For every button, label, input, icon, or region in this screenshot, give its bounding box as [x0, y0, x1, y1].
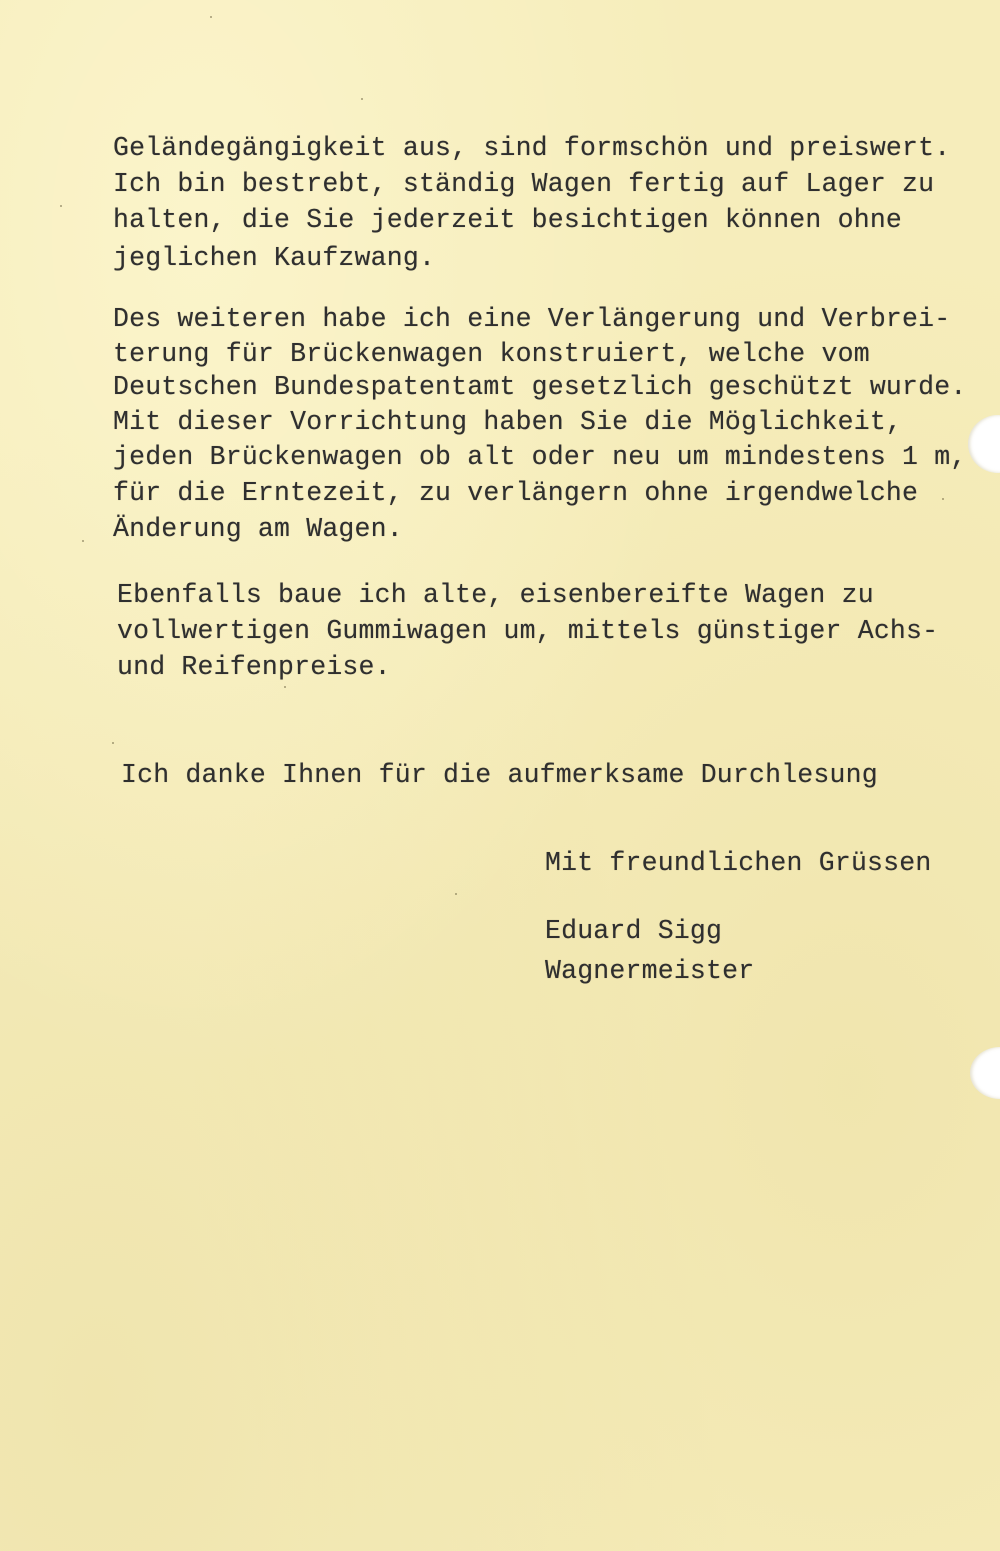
text-line: terung für Brückenwagen konstruiert, welche vom: [113, 339, 870, 369]
text-line: jeden Brückenwagen ob alt oder neu um mindestens 1 m,: [113, 442, 967, 472]
paper-speck: [361, 98, 363, 100]
paper-speck: [455, 893, 457, 895]
paper-speck: [82, 540, 84, 542]
text-line: und Reifenpreise.: [117, 652, 391, 682]
paper-speck: [112, 742, 114, 744]
signature-title: Wagnermeister: [545, 956, 755, 986]
text-line: Deutschen Bundespatentamt gesetzlich geschützt wurde.: [113, 372, 967, 402]
paper-speck: [284, 686, 286, 688]
closing-line: Mit freundlichen Grüssen: [545, 848, 932, 878]
text-line: Geländegängigkeit aus, sind formschön und preiswert.: [113, 133, 951, 163]
paper-speck: [60, 205, 62, 207]
paper-speck: [942, 498, 944, 500]
text-line: vollwertigen Gummiwagen um, mittels günstiger Achs-: [117, 616, 939, 646]
punch-hole: [968, 415, 1000, 473]
text-line: halten, die Sie jederzeit besichtigen können ohne: [113, 205, 903, 235]
paper-speck: [210, 16, 212, 18]
thanks-line: Ich danke Ihnen für die aufmerksame Durchlesung: [121, 760, 878, 790]
text-line: Des weiteren habe ich eine Verlängerung und Verbrei-: [113, 304, 951, 334]
text-line: Ebenfalls baue ich alte, eisenbereifte Wagen zu: [117, 580, 874, 610]
punch-hole: [970, 1047, 1000, 1099]
text-line: Mit dieser Vorrichtung haben Sie die Möglichkeit,: [113, 407, 903, 437]
signature-name: Eduard Sigg: [545, 916, 723, 946]
text-line: Ich bin bestrebt, ständig Wagen fertig auf Lager zu: [113, 169, 935, 199]
text-line: Änderung am Wagen.: [113, 514, 403, 544]
text-line: für die Erntezeit, zu verlängern ohne irgendwelche: [113, 478, 919, 508]
text-line: jeglichen Kaufzwang.: [113, 243, 436, 273]
